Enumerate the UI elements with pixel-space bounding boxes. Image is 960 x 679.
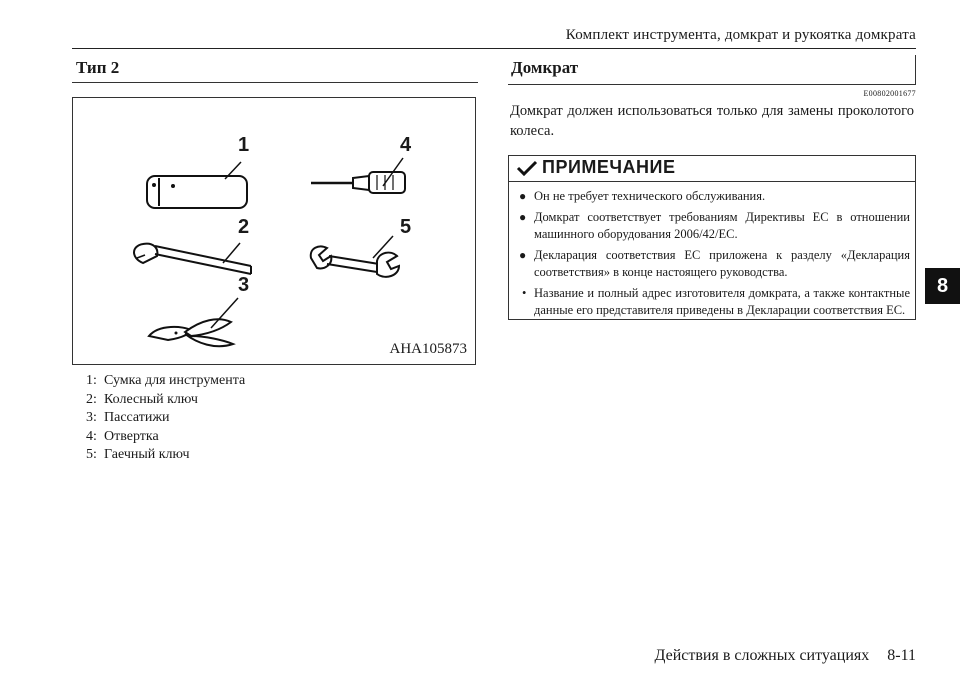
note-sub-item: • Название и полный адрес изготовителя домкрата, а также контактные данные его представителя приведены в Декларации соответствия ЕС. <box>522 286 910 317</box>
note-box <box>508 155 916 320</box>
section-divider-left <box>72 82 478 83</box>
bullet-icon: ● <box>519 189 527 203</box>
chapter-tab: 8 <box>925 268 960 304</box>
section-title-jack: Домкрат <box>511 58 579 77</box>
page-number: 8-11 <box>887 647 916 664</box>
note-title: ПРИМЕЧАНИЕ <box>542 157 676 177</box>
figure-label-4: 4 <box>400 134 412 156</box>
checkmark-icon <box>516 160 538 176</box>
figure-label-5: 5 <box>400 216 412 238</box>
page-footer <box>654 647 916 665</box>
tool-bag-drawing <box>147 162 247 208</box>
note-header <box>509 156 915 182</box>
note-item: ● Декларация соответствия ЕС приложена к разделу «Декларация соответствия» в конце настоящего руководства. <box>519 248 910 279</box>
figure-label-3: 3 <box>238 274 250 296</box>
legend-item: 1: Сумка для инструмента <box>86 373 246 388</box>
legend-item: 4: Отвертка <box>86 428 159 444</box>
legend-item: 3: Пассатижи <box>86 410 170 425</box>
screwdriver-drawing <box>311 158 405 193</box>
section-title-type2: Тип 2 <box>76 58 120 77</box>
spanner-drawing <box>311 236 399 277</box>
note-item: ● Домкрат соответствует требованиям Директивы ЕС в отношении машинного оборудования 2006/42/EC. <box>519 210 910 241</box>
figure-label-2: 2 <box>238 216 250 238</box>
wheel-wrench-drawing <box>134 243 251 274</box>
figure-label-1: 1 <box>238 134 250 156</box>
legend-item: 2: Колесный ключ <box>86 391 198 407</box>
figure-id: AHA105873 <box>389 341 467 357</box>
footer-chapter: Действия в сложных ситуациях <box>654 647 870 664</box>
tools-illustration <box>73 98 477 366</box>
header-divider <box>72 48 916 49</box>
figure-legend <box>86 372 245 465</box>
note-list <box>518 188 910 319</box>
legend-item: 5: Гаечный ключ <box>86 447 190 462</box>
page-header-title: Комплект инструмента, домкрат и рукоятка домкрата <box>565 27 916 43</box>
sub-bullet-icon: • <box>522 286 527 300</box>
document-code: E00802001677 <box>863 89 916 98</box>
bullet-icon: ● <box>519 210 527 224</box>
jack-paragraph: Домкрат должен использоваться только для замены проколотого колеса. <box>510 103 914 139</box>
pliers-drawing <box>149 298 238 346</box>
bullet-icon: ● <box>519 248 527 262</box>
tools-figure <box>72 97 476 365</box>
note-item: ● Он не требует технического обслуживания. <box>519 189 766 203</box>
